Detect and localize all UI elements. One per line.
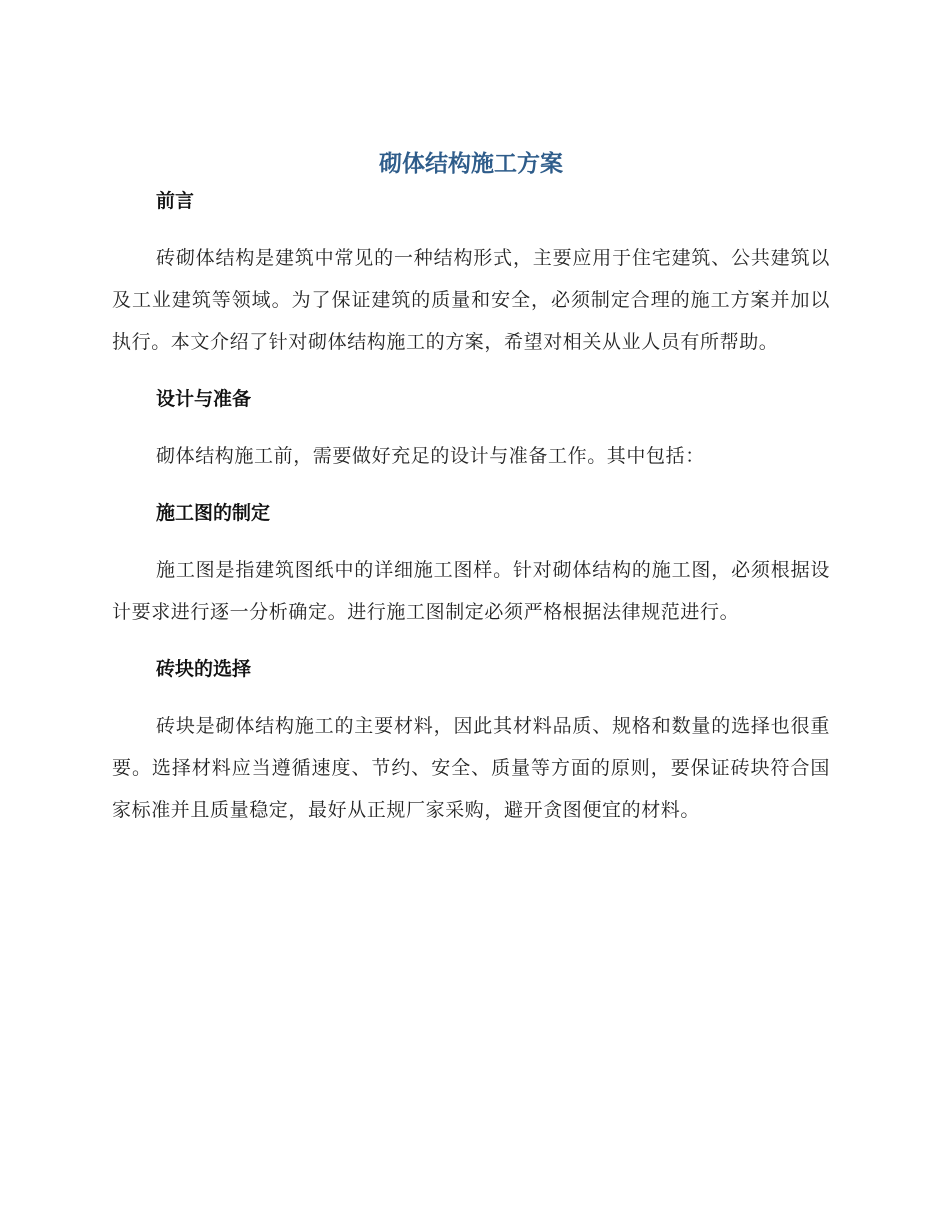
section-heading-construction-drawings: 施工图的制定	[156, 502, 271, 524]
section-heading-design-preparation: 设计与准备	[156, 388, 252, 410]
section-paragraph-preface: 砖砌体结构是建筑中常见的一种结构形式，主要应用于住宅建筑、公共建筑以及工业建筑等领域。为了保证建筑的质量和安全，必须制定合理的施工方案并加以执行。本文介绍了针对砌体结构施工的方案，希望对相关从业人员有所帮助。	[112, 247, 830, 353]
section-paragraph-design-preparation: 砌体结构施工前，需要做好充足的设计与准备工作。其中包括：	[156, 445, 705, 467]
document-content	[112, 145, 830, 853]
document-title: 砌体结构施工方案	[379, 151, 563, 177]
section-paragraph-brick-selection: 砖块是砌体结构施工的主要材料，因此其材料品质、规格和数量的选择也很重要。选择材料应当遵循速度、节约、安全、质量等方面的原则，要保证砖块符合国家标准并且质量稳定，最好从正规厂家采购，避开贪图便宜的材料。	[112, 715, 830, 821]
section-paragraph-construction-drawings: 施工图是指建筑图纸中的详细施工图样。针对砌体结构的施工图，必须根据设计要求进行逐一分析确定。进行施工图制定必须严格根据法律规范进行。	[112, 559, 830, 623]
section-heading-preface: 前言	[156, 190, 195, 212]
section-heading-brick-selection: 砖块的选择	[156, 658, 252, 680]
